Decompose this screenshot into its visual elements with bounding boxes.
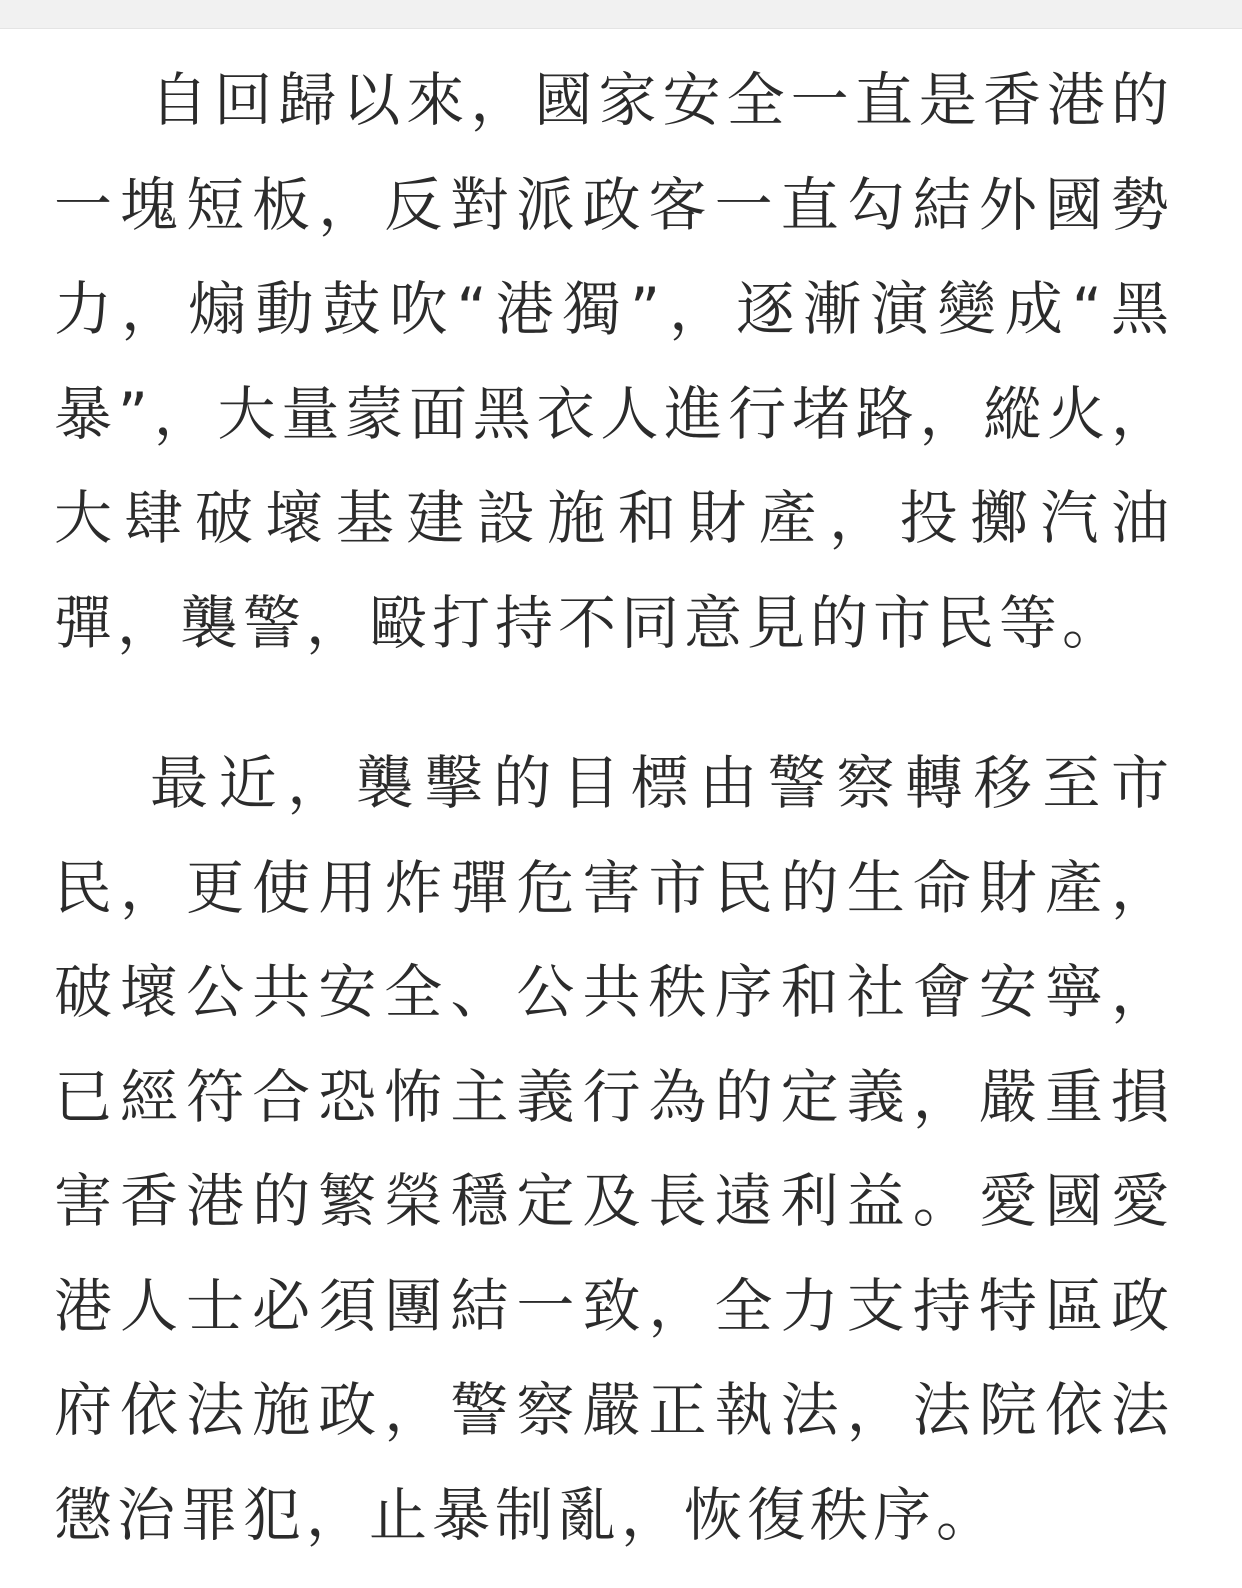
article-body [54,48,1174,1567]
top-bar [0,0,1242,29]
paragraph-2: 最近，襲擊的目標由警察轉移至市民，更使用炸彈危害市民的生命財產，破壞公共安全、公共秩序和社會安寧，已經符合恐怖主義行為的定義，嚴重損害香港的繁榮穩定及長遠利益。愛國愛港人士必須團結一致，全力支持特區政府依法施政，警察嚴正執法，法院依法懲治罪犯，止暴制亂，恢復秩序。 [54,749,1174,1549]
paragraph-1: 自回歸以來，國家安全一直是香港的一塊短板，反對派政客一直勾結外國勢力，煽動鼓吹“港獨”，逐漸演變成“黑暴”，大量蒙面黑衣人進行堵路，縱火，大肆破壞基建設施和財產，投擲汽油彈，襲警，毆打持不同意見的市民等。 [54,66,1174,657]
